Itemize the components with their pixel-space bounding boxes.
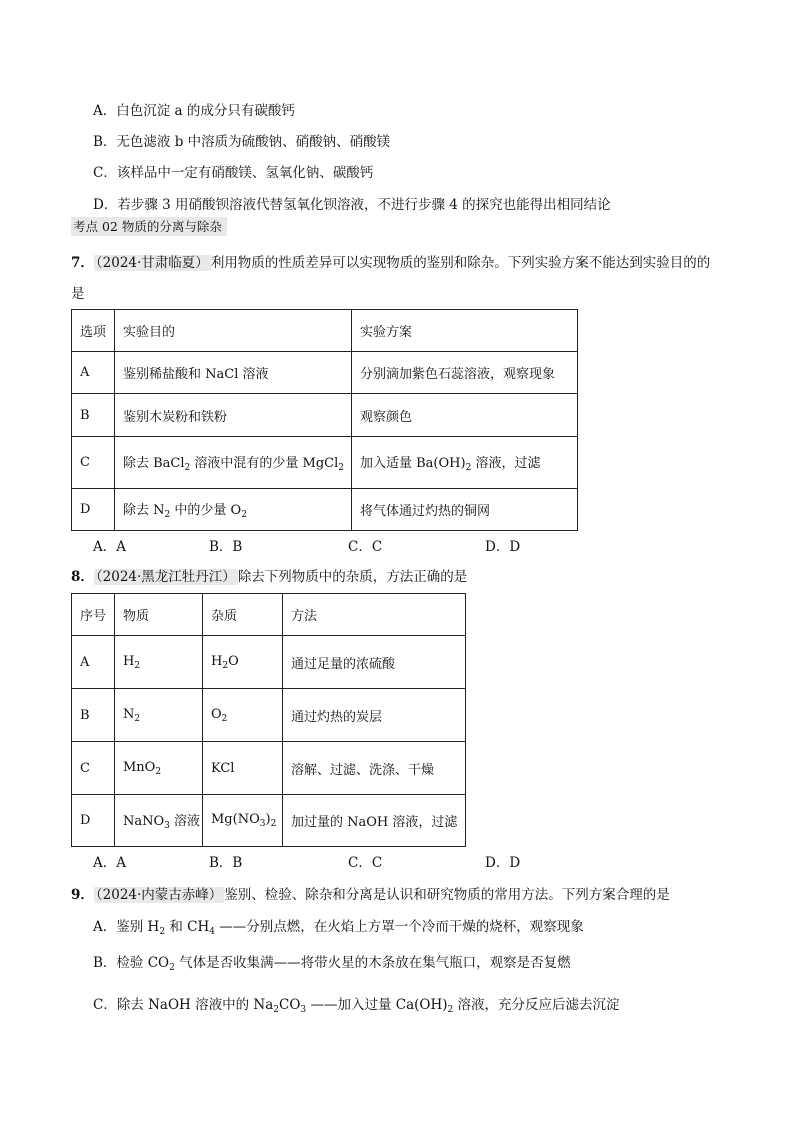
q9-option-a: A．鉴别 $H_2$ 和 $CH_4$ ——分别点燃，在火焰上方罩一个冷而干燥的烧杯，观察现象: [93, 919, 584, 937]
q8-stem: [71, 567, 467, 587]
header-cell: 物质: [115, 594, 203, 636]
plan-cell: 将气体通过灼热的铜网: [352, 489, 578, 531]
q7-answer-d: D．D: [485, 539, 521, 555]
impurity-cell: $O_2$: [203, 689, 283, 742]
plan-cell: 加入适量 $Ba(OH)_2$ 溶液，过滤: [352, 437, 578, 489]
goal-cell: 鉴别木炭粉和铁粉: [115, 394, 352, 437]
option-cell: C: [72, 742, 115, 795]
q7-stem: [71, 253, 710, 273]
goal-cell: 除去 BaCl$_2$ 溶液中混有的少量 MgCl$_2$: [115, 437, 352, 489]
substance-cell: MnO$_2$: [115, 742, 203, 795]
q8-stem-text: 除去下列物质中的杂质，方法正确的是: [237, 569, 468, 585]
q8-answer-c: C．C: [348, 855, 383, 871]
option-cell: D: [72, 795, 115, 847]
q6-option-b: B．无色滤液 b 中溶质为硫酸钠、硝酸钠、硝酸镁: [93, 134, 391, 150]
q8-source: （2024·黑龙江牡丹江）: [95, 569, 236, 585]
q7-number: 7．: [71, 255, 94, 271]
table-row: [72, 689, 466, 742]
header-cell: 实验目的: [115, 310, 352, 352]
q8-answer-b: B．B: [209, 855, 243, 871]
q9-source: （2024·内蒙古赤峰）: [95, 887, 223, 903]
table-header-row: [72, 594, 466, 636]
q6-option-c: C．该样品中一定有硝酸镁、氢氧化钠、碳酸钙: [93, 165, 374, 181]
q8-answer-d: D．D: [485, 855, 521, 871]
option-cell: B: [72, 394, 115, 437]
goal-cell: 除去 $N_2$ 中的少量 $O_2$: [115, 489, 352, 531]
q9-number: 9．: [71, 887, 94, 903]
table-row: [72, 489, 578, 531]
header-cell: 杂质: [203, 594, 283, 636]
header-cell: 实验方案: [352, 310, 578, 352]
table-row: [72, 795, 466, 847]
method-cell: 通过足量的浓硫酸: [283, 636, 466, 689]
option-cell: B: [72, 689, 115, 742]
q8-answer-a: A．A: [93, 855, 126, 871]
table-row: [72, 437, 578, 489]
impurity-cell: KCl: [203, 742, 283, 795]
impurity-cell: $H_2O$: [203, 636, 283, 689]
option-cell: D: [72, 489, 115, 531]
substance-cell: NaNO$_3$ 溶液: [115, 795, 203, 847]
q9-option-b: B．检验 $CO_2$ 气体是否收集满——将带火星的木条放在集气瓶口，观察是否复燃: [93, 955, 571, 973]
header-cell: 方法: [283, 594, 466, 636]
q8-table: [71, 593, 466, 847]
table-row: [72, 742, 466, 795]
header-cell: 选项: [72, 310, 115, 352]
section-title: 考点 02 物质的分离与除杂: [71, 217, 227, 236]
q7-stem-text: 利用物质的性质差异可以实现物质的鉴别和除杂。下列实验方案不能达到实验目的的: [210, 255, 711, 271]
method-cell: 加过量的 NaOH 溶液，过滤: [283, 795, 466, 847]
q9-option-c: C．除去 NaOH 溶液中的 $Na_2CO_3$ ——加入过量 $Ca(OH)_2$ 溶液，充分反应后滤去沉淀: [93, 997, 620, 1015]
plan-cell: 分别滴加紫色石蕊溶液，观察现象: [352, 352, 578, 394]
option-cell: A: [72, 352, 115, 394]
q7-answer-a: A．A: [93, 539, 126, 555]
q9-stem-text: 鉴别、检验、除杂和分离是认识和研究物质的常用方法。下列方案合理的是: [224, 887, 670, 903]
q7-source: （2024·甘肃临夏）: [95, 255, 209, 271]
option-cell: C: [72, 437, 115, 489]
table-row: [72, 352, 578, 394]
method-cell: 溶解、过滤、洗涤、干燥: [283, 742, 466, 795]
q7-stem-line2: 是: [71, 286, 85, 302]
plan-cell: 观察颜色: [352, 394, 578, 437]
q7-answer-c: C．C: [348, 539, 383, 555]
table-row: [72, 394, 578, 437]
substance-cell: $N_2$: [115, 689, 203, 742]
q6-option-a: A．白色沉淀 a 的成分只有碳酸钙: [93, 103, 295, 119]
q8-number: 8．: [71, 569, 94, 585]
table-header-row: [72, 310, 578, 352]
option-cell: A: [72, 636, 115, 689]
q7-answer-b: B．B: [209, 539, 243, 555]
q9-stem: [71, 885, 670, 905]
header-cell: 序号: [72, 594, 115, 636]
method-cell: 通过灼热的炭层: [283, 689, 466, 742]
goal-cell: 鉴别稀盐酸和 NaCl 溶液: [115, 352, 352, 394]
q7-table: [71, 309, 578, 531]
impurity-cell: $Mg(NO_3)_2$: [203, 795, 283, 847]
table-row: [72, 636, 466, 689]
q6-option-d: D．若步骤 3 用硝酸钡溶液代替氢氧化钡溶液，不进行步骤 4 的探究也能得出相同结论: [93, 197, 611, 213]
substance-cell: $H_2$: [115, 636, 203, 689]
